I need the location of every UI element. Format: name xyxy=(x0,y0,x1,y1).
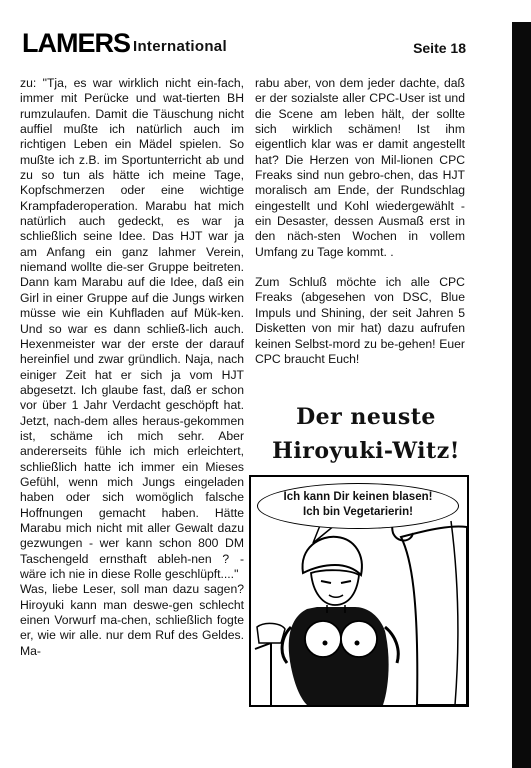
speech-line-2: Ich bin Vegetarierin! xyxy=(303,506,413,518)
comic-panel xyxy=(249,475,469,707)
right-column xyxy=(255,76,465,367)
left-paragraph-2: Was, liebe Leser, soll man dazu sagen? Hiroyuki kann man deswe-gen schlecht einen Vorwurf ma-chen, schließlich fogte er, wie wir alle. nur dem Ruf des Geldes. Ma- xyxy=(20,582,244,658)
page-header xyxy=(22,28,502,68)
left-paragraph-1: zu: "Tja, es war wirklich nicht ein-fach, immer mit Perücke und wat-tierten BH rumzulaufen. Damit die Täuschung nicht auffiel mußte ich natürlich auch im richtigen Leben ein Mädel spielen. So mußte ich z.B. im Sportunterricht ab und zu so tun als hätte ich meine Tage, Kopfschmerzen oder eine wichtige Krampfaderoperation. Marabu hat mich natürlich auch gedeckt, es war ja schließlich seine Idee. Das HJT war ja am Anfang ein ganz lahmer Verein, niemand wollte die-ser Gruppe beitreten. Dann kam Marabu auf die Idee, daß ein Girl in einer Gruppe auf die Jungs wirken müsse wie ein Kuhfladen auf Mük-ken. Und so war es dann schließ-lich auch. Hexenmeister war der erste der darauf hereinfiel und zwar gründlich. Naja, nach einiger Zeit hat er sich ja vom HJT abgesetzt. Ich glaube fast, daß er schon vor über 1 Jahr Verdacht geschöpft hat. Jetzt, nach-dem alles heraus-gekommen ist, schäme ich mich sehr. Aber andererseits fühle ich mich erleichtert, schließlich hatte ich immer ein Mieses Gefühl, wenn mich Jungs eingeladen haben oder sich womöglich falsche Hoffnungen gemacht haben. Hätte Marabu mich nicht mit aller Gewalt dazu gezwungen - wer kann schon 800 DM Taschengeld ernsthaft ableh-nen ? - wäre ich nie in diese Rolle geschlüpft...." xyxy=(20,76,244,581)
speech-bubble xyxy=(257,483,459,529)
right-paragraph-1: rabu aber, von dem jeder dachte, daß er der sozialste aller CPC-User ist und die Scene am leben hält, der sollte sich wirklich schämen! Ist ihm eigentlich klar was er damit angestellt hat? Die Herzen von Mil-lionen CPC Freaks sind nun gebro-chen, das HJT moralisch am Ende, der Rundschlag eingestellt und Kohl wiedergewählt - ein Desaster, dessen Ausmaß erst in den näch-sten Wochen in vollem Umfang zu Tage kommt. . xyxy=(255,76,465,259)
right-paragraph-2: Zum Schluß möchte ich alle CPC Freaks (abgesehen von DSC, Blue Impuls und Shining, der seit Jahren 5 Disketten von mir hat) dazu aufrufen keinen Selbst-mord zu be-gehen! Euer CPC braucht Euch! xyxy=(255,275,465,366)
logo-subtitle: International xyxy=(133,38,227,55)
magazine-logo xyxy=(22,30,227,57)
speech-line-1: Ich kann Dir keinen blasen! xyxy=(283,491,433,503)
left-column xyxy=(20,76,244,659)
joke-heading-line-2: Hiroyuki-Witz! xyxy=(272,438,460,464)
joke-heading-line-1: Der neuste xyxy=(296,404,436,430)
speech-bubble-text xyxy=(258,490,458,520)
logo-title: LAMERS xyxy=(22,28,130,58)
joke-heading xyxy=(246,400,486,468)
page-number: Seite 18 xyxy=(413,40,466,56)
page-edge-shadow xyxy=(512,22,531,768)
